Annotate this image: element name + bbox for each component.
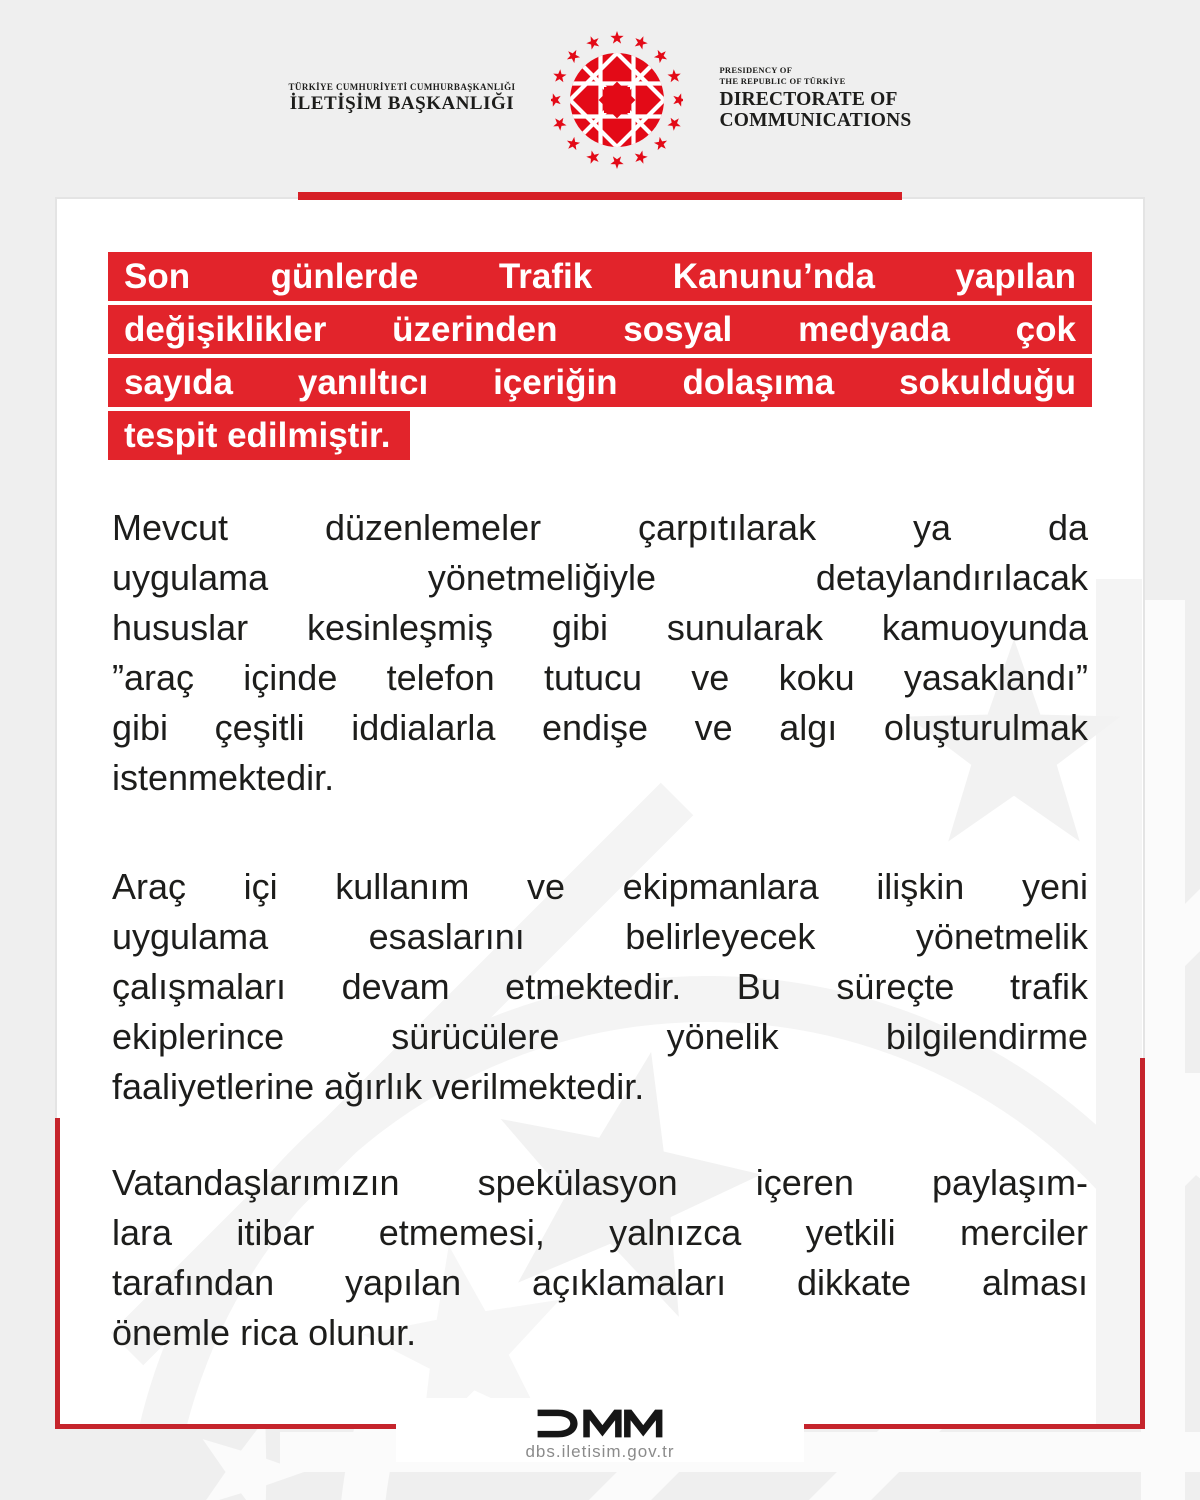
headline-block [108,252,1092,464]
headline-line: değişiklikler üzerinden sosyal medyada çok [108,305,1092,354]
statement-paragraph-1 [112,503,1088,803]
body-line: faaliyetlerine ağırlık verilmektedir. [112,1066,645,1107]
dmm-logo-icon [536,1408,664,1439]
header-right-small-line2: THE REPUBLIC OF TÜRKİYE [719,75,846,86]
footer-url: dbs.iletisim.gov.tr [525,1442,675,1461]
body-line: gibi çeşitli iddialarla endişe ve algı oluşturulmak [112,707,1088,748]
statement-paragraph-3 [112,1158,1088,1358]
presidency-communications-emblem-icon [551,26,683,170]
card-accent-bottom-right [802,1424,1145,1429]
body-line: Mevcut düzenlemeler çarpıtılarak ya da [112,507,1088,548]
body-line: önemle rica olunur. [112,1312,417,1353]
headline-line: Son günlerde Trafik Kanunu’nda yapılan [108,252,1092,301]
headline-line: tespit edilmiştir. [108,411,410,460]
footer-badge [396,1398,804,1462]
card-accent-bottom-left [55,1424,396,1429]
header [0,26,1200,170]
body-line: lara itibar etmemesi, yalnızca yetkili merciler [112,1212,1088,1253]
body-line: çalışmaları devam etmektedir. Bu süreçte trafik [112,966,1088,1007]
header-right-small-line1: PRESIDENCY OF [719,65,793,76]
body-line: Vatandaşlarımızın spekülasyon içeren paylaşım- [112,1162,1088,1203]
header-left-large-title: İLETİŞİM BAŞKANLIĞI [289,92,515,114]
body-line: hususlar kesinleşmiş gibi sunularak kamuoyunda [112,607,1088,648]
card-accent-right [1140,1058,1145,1429]
header-right-large-line1: DIRECTORATE OF [719,88,898,110]
header-left-small-title: TÜRKİYE CUMHURİYETİ CUMHURBAŞKANLIĞI [288,81,516,92]
body-line: Araç içi kullanım ve ekipmanlara ilişkin yeni [112,866,1088,907]
body-line: uygulama yönetmeliğiyle detaylandırılacak [112,557,1088,598]
body-line: uygulama esaslarını belirleyecek yönetmelik [112,916,1088,957]
body-line: istenmektedir. [112,757,335,798]
headline-line: sayıda yanıltıcı içeriğin dolaşıma sokulduğu [108,358,1092,407]
header-left-titles [289,82,516,115]
body-line: tarafından yapılan açıklamaları dikkate alması [112,1262,1088,1303]
statement-paragraph-2 [112,862,1088,1112]
card-accent-left [55,1118,60,1429]
header-right-large-line2: COMMUNICATIONS [719,109,912,131]
card-top-red-bar [298,192,902,200]
header-right-titles [719,65,911,130]
body-line: ”araç içinde telefon tutucu ve koku yasaklandı” [112,657,1088,698]
body-line: ekiplerince sürücülere yönelik bilgilendirme [112,1016,1088,1057]
